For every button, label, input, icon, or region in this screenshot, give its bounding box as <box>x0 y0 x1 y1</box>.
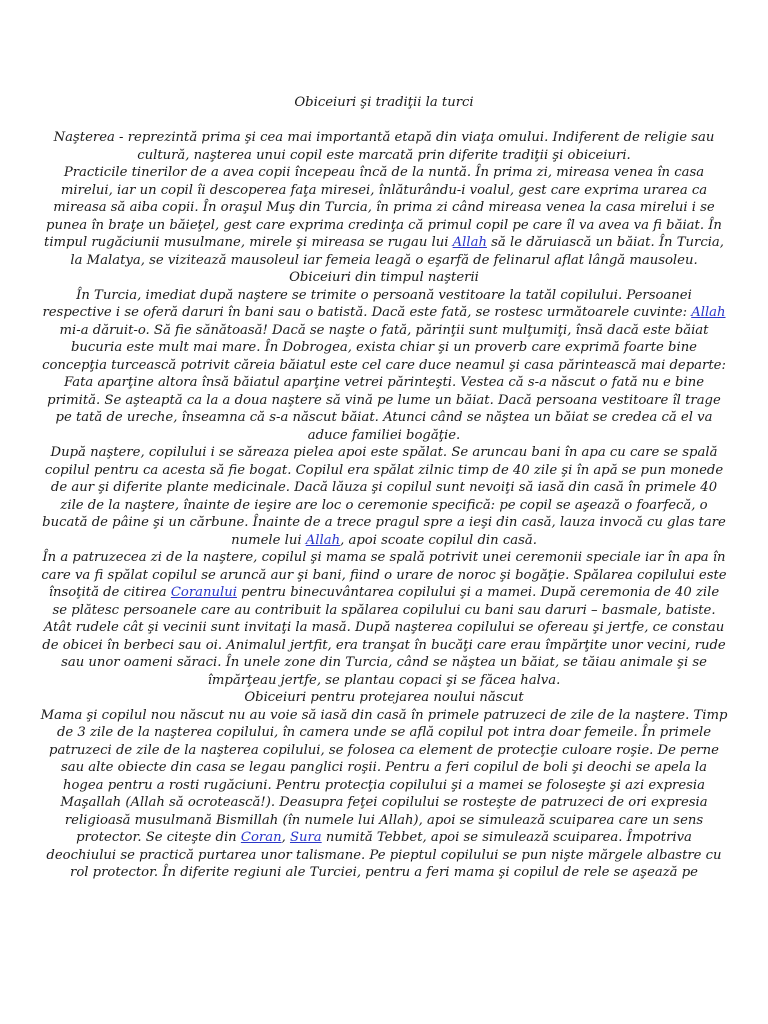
allah-link[interactable]: Allah <box>305 532 341 548</box>
paragraph-protejare <box>40 707 728 882</box>
coran-link[interactable]: Coran <box>240 830 282 845</box>
paragraph-text: să le dăruiască un băiat. În Turcia, la Malatya, se vizitează mausoleul iar femeia leagă o eşarfă de felinarul aflat lângă mausoleu. <box>70 235 724 268</box>
paragraph-text: În a patruzecea zi de la naştere, copilul şi mama se spală potrivit unei ceremonii speciale iar în apa în care va fi spălat copilul se aruncă aur şi bani, fiind o urare de noroc şi bogăţie. Spălarea copilului este însoţită de citirea <box>41 550 727 600</box>
paragraph-vestitoare <box>40 287 728 445</box>
allah-link[interactable]: Allah <box>691 305 726 320</box>
paragraph-text: În Turcia, imediat după naştere se trimite o persoană vestitoare la tatăl copilului. Persoanei respective i se oferă daruri în bani sau o batistă. Dacă este fată, se rostesc următoarele cuvinte: <box>42 287 692 320</box>
paragraph-text: mi-a dăruit-o. Să fie sănătoasă! Dacă se naşte o fată, părinţii sunt mulţumiţi, însă dacă este băiat bucuria este mult mai mare. În Dobrogea, exista chiar şi un proverb care exprimă foarte bine concepţia turcească potrivit căreia băiatul este cel care duce neamul şi casa părintească mai departe: Fata aparţine altora însă băiatul aparţine vetrei părinteşti. Vestea că s-a născut o fată nu e bine primită. Se aşteaptă ca la a doua naştere să vină pe lume un băiat. Dacă persoana vestitoare îl trage pe tată de ureche, înseamna că s-a născut băiat. Atunci când se năştea un băiat se credea că el va aduce familiei bogăţie. <box>42 322 726 443</box>
allah-link[interactable]: Allah <box>452 235 487 250</box>
paragraph-patruzecea-zi <box>40 549 728 689</box>
paragraph-text: Practicile tinerilor de a avea copii începeau încă de la nuntă. În prima zi, mireasa venea în casa mirelui, iar un copil îi descoperea faţa miresei, înlăturându-i voalul, gest care exprima urarea ca mireasa să aiba copii. În oraşul Muş din Turcia, în prima zi când mireasa venea la casa mirelui i se punea în braţe un băieţel, gest care exprima credinţa că primul copil pe care îl va avea va fi băiat. În timpul rugăciunii musulmane, mirele şi mireasa se rugau lui <box>44 165 722 250</box>
paragraph-text: După naştere, copilului i se săreaza pielea apoi este spălat. Se aruncau bani în apa cu care se spală copilul pentru ca acesta să fie bogat. Copilul era spălat zilnic timp de 40 zile şi în apă se pun monede de aur şi diferite plante medicinale. Dacă lăuza şi copilul sunt nevoiţi să iasă din casă în primele 40 zile de la naştere, înainte de ieşire are loc o ceremonie specifică: pe copil se aşează o foarfecă, o bucată de pâine şi un cărbune. Înainte de a trece pragul spre a ieşi din casă, lauza invocă cu glas tare numele lui <box>42 445 726 548</box>
paragraph-text: , apoi scoate copilul din casă. <box>340 532 537 548</box>
section-heading-protejare: Obiceiuri pentru protejarea noului născut <box>244 690 524 705</box>
paragraph-text: Naşterea - reprezintă prima şi cea mai importantă etapă din viaţa omului. Indiferent de religie sau cultură, naşterea unui copil este marcată prin diferite tradiţii şi obiceiuri. <box>53 130 715 163</box>
sura-link[interactable]: Sura <box>289 830 322 845</box>
coranului-link[interactable]: Coranului <box>170 585 237 600</box>
paragraph-text: , <box>281 830 290 845</box>
paragraph-text: pentru binecuvântarea copilului şi a mamei. După ceremonia de 40 zile se plătesc persoanele care au contribuit la spălarea copilului cu bani sau daruri – basmale, batiste. Atât rudele cât şi vecinii sunt invitaţi la masă. După naşterea copilului se ofereau şi jertfe, ce constau de obicei în berbeci sau oi. Animalul jertfit, era tranşat în bucăţi care erau împărţite unor vecini, rude sau unor oameni săraci. În unele zone din Turcia, când se năştea un băiat, se tăiau animale şi se împărţeau jertfe, se plantau copaci şi se făcea halva. <box>42 585 726 688</box>
paragraph-text: numită Tebbet, apoi se simulează scuiparea. Împotriva deochiului se practică purtarea unor talismane. Pe pieptul copilului se pun nişte mărgele albastre cu rol protector. În diferite regiuni ale Turciei, pentru a feri mama şi copilul de rele se aşează pe <box>46 830 722 880</box>
section-heading-nastere: Obiceiuri din timpul naşterii <box>289 270 479 285</box>
paragraph-dupa-nastere <box>40 444 728 549</box>
paragraph-practici <box>40 164 728 269</box>
paragraph-nasterea <box>40 129 728 164</box>
document-title: Obiceiuri şi tradiţii la turci <box>294 95 474 110</box>
paragraph-text: Mama şi copilul nou născut nu au voie să iasă din casă în primele patruzeci de zile de la naştere. Timp de 3 zile de la naşterea copilului, în camera unde se află copilul pot intra doar femeile. În primele patruzeci de zile de la naşterea copilului, se folosea ca element de protecţie culoare roşie. De perne sau alte obiecte din casa se legau panglici roşii. Pentru a feri copilul de boli şi deochi se apela la hogea pentru a rosti rugăciuni. Pentru protecţia copilului şi a mamei se foloseşte şi azi expresia Maşallah (Allah să ocrotească!). Deasupra feţei copilului se rosteşte de patruzeci de ori expresia religioasă musulmană Bismillah (în numele lui Allah), apoi se simulează scuiparea care un sens protector. Se citeşte din <box>40 707 728 845</box>
